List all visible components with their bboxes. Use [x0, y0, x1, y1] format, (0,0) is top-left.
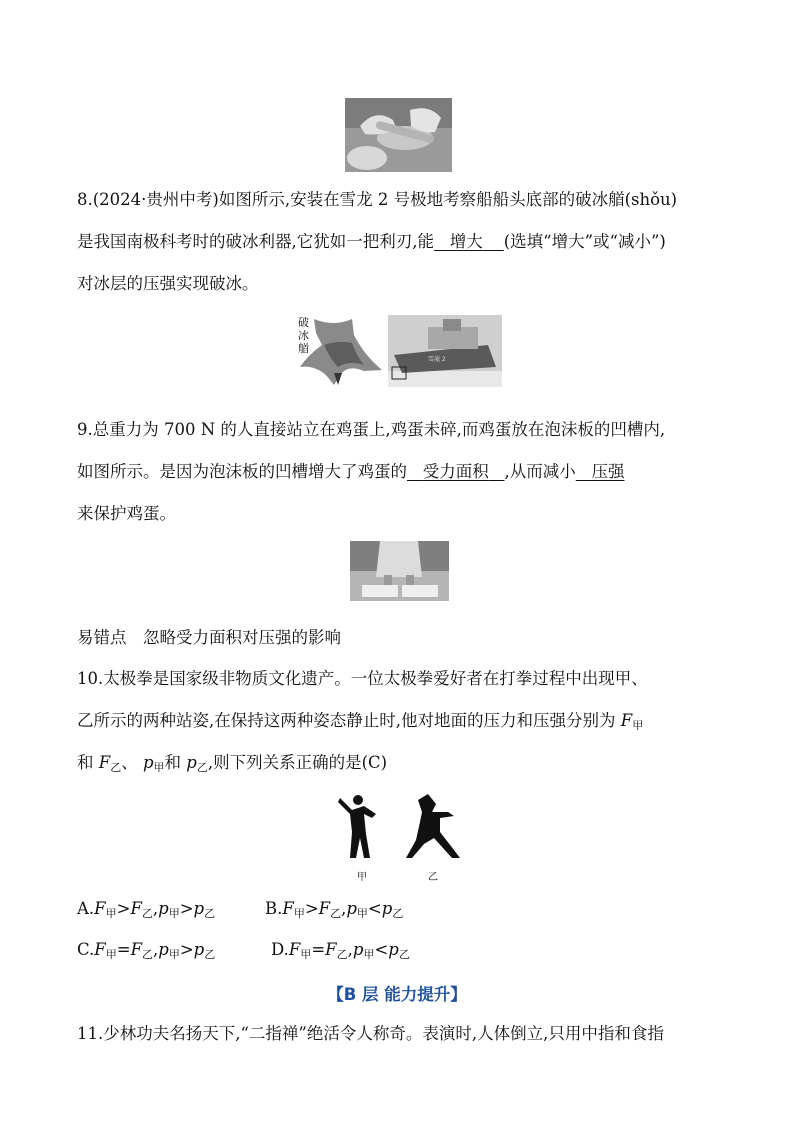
ship-name-text: 雪龍 2 [428, 356, 446, 363]
eggs-photo [350, 541, 449, 601]
dough-photo [345, 98, 452, 172]
q9-answer1: 受力面积 [422, 462, 489, 481]
q9-line1: 9.总重力为 700 N 的人直接站立在鸡蛋上,鸡蛋未碎,而鸡蛋放在泡沫板的凹槽内, [77, 420, 666, 439]
q9-line3: 来保护鸡蛋。 [77, 504, 176, 523]
q11-line1: 11.少林功夫名扬天下,“二指禅”绝活令人称奇。表演时,人体倒立,只用中指和食指 [77, 1024, 664, 1043]
q9-answer2: 压强 [591, 462, 625, 481]
q8-line3: 对冰层的压强实现破冰。 [77, 274, 259, 293]
label-jia: 甲 [357, 872, 367, 883]
q8-answer: 增大 [449, 232, 483, 251]
label-yi: 乙 [428, 872, 438, 883]
tip-line: 易错点 忽略受力面积对压强的影响 [77, 628, 341, 647]
taichi-figures [336, 792, 466, 864]
q10-line2: 乙所示的两种站姿,在保持这两种姿态静止时,他对地面的压力和压强分别为 $F_甲$ [77, 711, 644, 732]
q10-line1: 10.太极拳是国家级非物质文化遗产。一位太极拳爱好者在打拳过程中出现甲、 [77, 669, 648, 688]
icebreaker-label: 破冰艏 [298, 316, 309, 355]
q8-line1: 8.(2024·贵州中考)如图所示,安装在雪龙 2 号极地考察船船头底部的破冰艏(shǒu) [77, 190, 678, 209]
option-d: $D.F_甲=F_乙,p_甲<p_乙$ [271, 940, 410, 961]
option-a: $A.F_甲>F_乙,p_甲>p_乙$ [77, 899, 216, 920]
icebreaker-ship-photo [388, 315, 502, 387]
q8-line2: 是我国南极科考时的破冰利器,它犹如一把利刃,能 增大 (选填“增大”或“减小”) [77, 230, 666, 254]
option-b: $B.F_甲>F_乙,p_甲<p_乙$ [265, 899, 404, 920]
section-header: 【B 层 能力提升】 [327, 985, 467, 1004]
q9-line2: 如图所示。是因为泡沫板的凹槽增大了鸡蛋的 受力面积 ,从而减小 压强 [77, 460, 625, 484]
option-c: $C.F_甲=F_乙,p_甲>p_乙$ [77, 940, 216, 961]
q10-line3: 和 $F_乙$、 $p_甲$和 $p_乙$,则下列关系正确的是(C) [77, 753, 388, 774]
icebreaker-bow-diagram [294, 315, 389, 387]
